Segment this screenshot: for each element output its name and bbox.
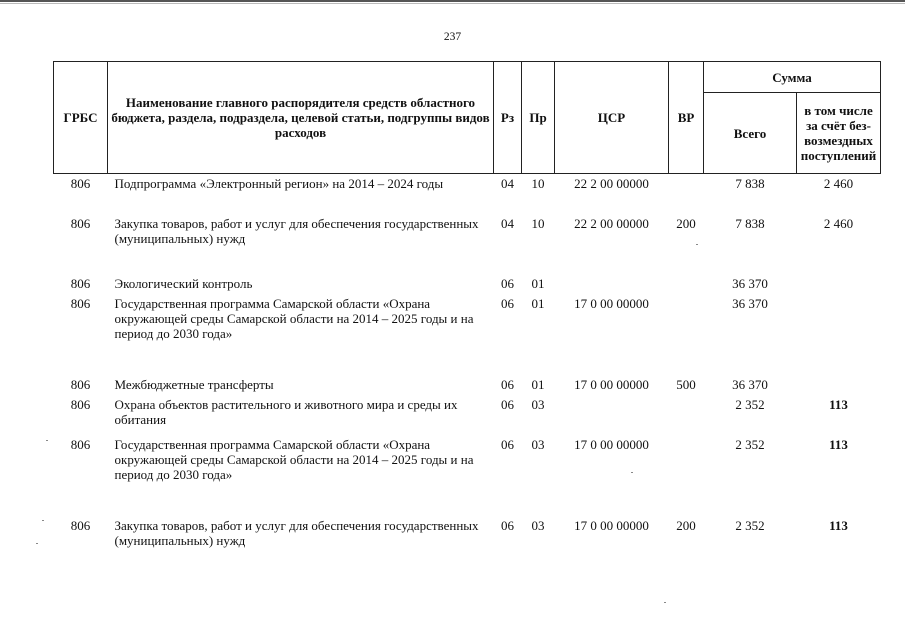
table-row	[54, 435, 881, 516]
scan-speck	[42, 520, 44, 521]
cell-grbs: 806	[70, 176, 91, 191]
table-row	[54, 274, 881, 294]
cell-name: Закупка товаров, работ и услуг для обеспечения государственных (муниципальных) нужд	[114, 215, 479, 246]
cell-grbs: 806	[70, 517, 91, 533]
header-sum: Сумма	[704, 62, 881, 93]
cell-total: 7 838	[735, 176, 765, 191]
cell-csr: 17 0 00 00000	[574, 436, 649, 452]
table-body	[54, 174, 881, 556]
cell-pr: 03	[531, 436, 545, 452]
scan-speck	[696, 244, 698, 245]
header-name: Наименование главного распорядителя средств областного бюджета, раздела, подраздела, целевой статьи, подгруппы видов расходов	[108, 62, 494, 174]
cell-vr	[669, 174, 704, 214]
cell-name: Подпрограмма «Электронный регион» на 2014 – 2024 годы	[114, 176, 444, 191]
table-row	[54, 375, 881, 395]
cell-vr	[669, 395, 704, 435]
header-free: в том числе за счёт без- возмездных поступлений	[797, 93, 881, 174]
cell-grbs: 806	[70, 295, 91, 311]
cell-name: Межбюджетные трансферты	[114, 376, 274, 392]
header-grbs: ГРБС	[54, 62, 108, 174]
cell-vr	[669, 435, 704, 516]
cell-csr: 22 2 00 00000	[574, 215, 649, 231]
header-rz: Рз	[494, 62, 522, 174]
cell-csr: 22 2 00 00000	[574, 176, 649, 191]
cell-vr: 500	[676, 376, 696, 392]
cell-total: 2 352	[735, 436, 765, 452]
budget-table	[53, 61, 881, 556]
cell-pr: 10	[531, 176, 545, 191]
cell-free	[797, 294, 881, 375]
cell-pr: 03	[531, 396, 545, 412]
cell-free: 113	[829, 396, 848, 412]
cell-rz: 06	[501, 396, 514, 412]
cell-free: 2 460	[823, 176, 854, 191]
cell-total: 2 352	[735, 396, 765, 412]
cell-rz: 04	[501, 215, 514, 231]
cell-vr	[669, 274, 704, 294]
cell-free: 2 460	[823, 215, 854, 231]
header-pr: Пр	[522, 62, 555, 174]
cell-grbs: 806	[70, 215, 91, 231]
header-vr: ВР	[669, 62, 704, 174]
page-number: 237	[443, 31, 462, 43]
cell-csr	[555, 395, 669, 435]
cell-rz: 06	[501, 275, 514, 291]
cell-total: 7 838	[735, 215, 765, 231]
cell-pr: 01	[531, 295, 545, 311]
scan-speck	[631, 472, 633, 473]
cell-rz: 06	[501, 436, 514, 452]
scan-speck	[664, 602, 666, 603]
top-border-shadow	[0, 3, 905, 4]
table-row	[54, 395, 881, 435]
cell-name: Экологический контроль	[114, 275, 253, 291]
cell-pr: 03	[531, 517, 545, 533]
cell-total: 36 370	[732, 295, 768, 311]
cell-total: 2 352	[735, 517, 765, 533]
table-row	[54, 174, 881, 214]
scan-speck	[46, 440, 48, 441]
cell-grbs: 806	[70, 376, 91, 392]
cell-name: Закупка товаров, работ и услуг для обеспечения государственных (муниципальных) нужд	[114, 517, 479, 548]
cell-csr	[555, 274, 669, 294]
header-csr: ЦСР	[555, 62, 669, 174]
cell-rz: 06	[501, 376, 514, 392]
cell-grbs: 806	[70, 275, 91, 291]
header-total: Всего	[704, 93, 797, 174]
cell-csr: 17 0 00 00000	[574, 517, 649, 533]
cell-free: 113	[829, 517, 848, 533]
table-row	[54, 516, 881, 556]
top-border-line	[0, 0, 905, 2]
cell-vr: 200	[676, 215, 696, 231]
cell-name: Государственная программа Самарской области «Охрана окружающей среды Самарской области на 2014 – 2025 годы и на период до 2030 года»	[114, 436, 474, 482]
cell-total: 36 370	[732, 376, 768, 392]
table-row	[54, 214, 881, 274]
cell-free: 113	[829, 436, 848, 452]
table-header	[54, 62, 881, 174]
scan-speck	[36, 543, 38, 544]
cell-pr: 01	[531, 275, 545, 291]
cell-vr: 200	[676, 517, 696, 533]
cell-grbs: 806	[70, 436, 91, 452]
cell-pr: 10	[531, 215, 545, 231]
cell-rz: 06	[501, 295, 514, 311]
cell-name: Государственная программа Самарской области «Охрана окружающей среды Самарской области на 2014 – 2025 годы и на период до 2030 года»	[114, 295, 474, 341]
table-row	[54, 294, 881, 375]
cell-name: Охрана объектов растительного и животного мира и среды их обитания	[114, 396, 458, 427]
cell-pr: 01	[531, 376, 545, 392]
cell-csr: 17 0 00 00000	[574, 376, 649, 392]
cell-grbs: 806	[70, 396, 91, 412]
cell-csr: 17 0 00 00000	[574, 295, 649, 311]
cell-free	[797, 375, 881, 395]
cell-rz: 06	[501, 517, 514, 533]
cell-rz: 04	[501, 176, 514, 191]
cell-vr	[669, 294, 704, 375]
cell-total: 36 370	[732, 275, 768, 291]
cell-free	[797, 274, 881, 294]
